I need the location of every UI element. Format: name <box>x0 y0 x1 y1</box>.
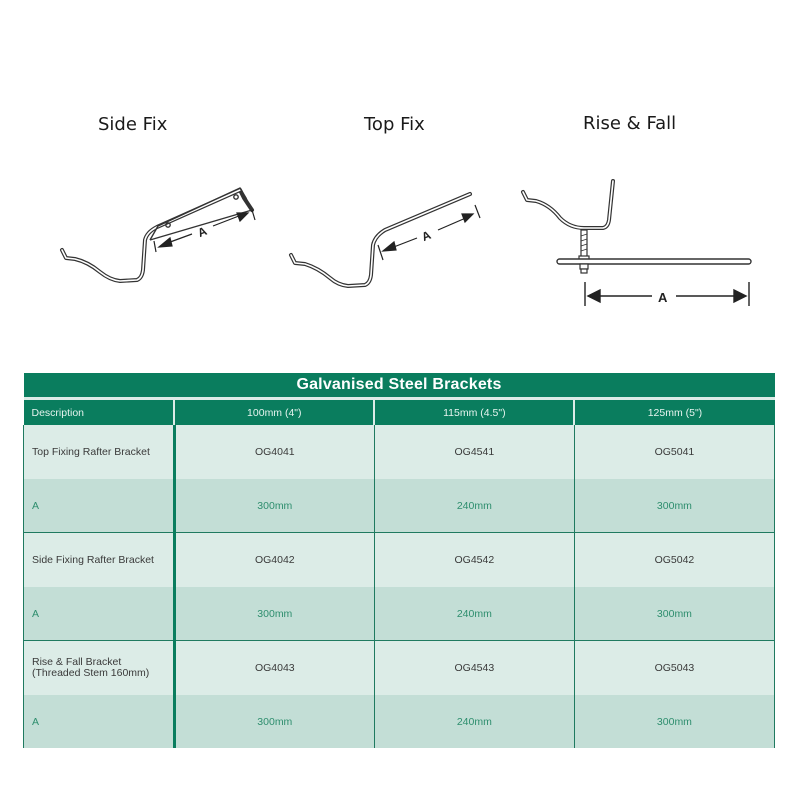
table-row-rise-and-fall-bracket <box>24 641 775 696</box>
table-row-top-fixing-rafter-bracket <box>24 425 775 479</box>
product-code-cell: OG4541 <box>374 425 574 479</box>
dimension-value-cell: 300mm <box>174 587 374 641</box>
table-header-row <box>24 399 775 426</box>
product-code-cell: OG5041 <box>574 425 774 479</box>
product-code-cell: OG4042 <box>174 533 374 588</box>
dimension-label-cell: A <box>24 587 175 641</box>
dimension-label: A <box>195 223 209 240</box>
table-row-dimension-a <box>24 587 775 641</box>
column-header-description: Description <box>24 399 175 426</box>
table-row-dimension-a <box>24 695 775 748</box>
table-title: Galvanised Steel Brackets <box>24 373 775 399</box>
product-code-cell: OG4543 <box>374 641 574 696</box>
dimension-label: A <box>419 227 433 244</box>
dimension-label-cell: A <box>24 479 175 533</box>
diagram-label-top-fix: Top Fix <box>364 114 425 135</box>
dimension-label: A <box>658 290 668 305</box>
diagram-label-rise-and-fall: Rise & Fall <box>583 113 677 134</box>
product-code-cell: OG5042 <box>574 533 774 588</box>
dimension-value-cell: 300mm <box>174 695 374 748</box>
product-code-cell: OG4043 <box>174 641 374 696</box>
diagram-label-side-fix: Side Fix <box>98 114 168 135</box>
column-header-100mm: 100mm (4") <box>174 399 374 426</box>
dimension-value-cell: 300mm <box>574 479 774 533</box>
product-code-cell: OG4542 <box>374 533 574 588</box>
row-description: Top Fixing Rafter Bracket <box>24 425 175 479</box>
dimension-value-cell: 300mm <box>574 587 774 641</box>
column-header-115mm: 115mm (4.5") <box>374 399 574 426</box>
dimension-value-cell: 240mm <box>374 587 574 641</box>
dimension-value-cell: 300mm <box>174 479 374 533</box>
dimension-value-cell: 240mm <box>374 695 574 748</box>
row-description: Rise & Fall Bracket (Threaded Stem 160mm) <box>24 641 175 696</box>
galvanised-steel-brackets-table <box>23 373 775 748</box>
product-code-cell: OG4041 <box>174 425 374 479</box>
table-row-dimension-a <box>24 479 775 533</box>
dimension-label-cell: A <box>24 695 175 748</box>
product-code-cell: OG5043 <box>574 641 774 696</box>
dimension-value-cell: 240mm <box>374 479 574 533</box>
table-row-side-fixing-rafter-bracket <box>24 533 775 588</box>
dimension-value-cell: 300mm <box>574 695 774 748</box>
column-header-125mm: 125mm (5") <box>574 399 774 426</box>
row-description: Side Fixing Rafter Bracket <box>24 533 175 588</box>
